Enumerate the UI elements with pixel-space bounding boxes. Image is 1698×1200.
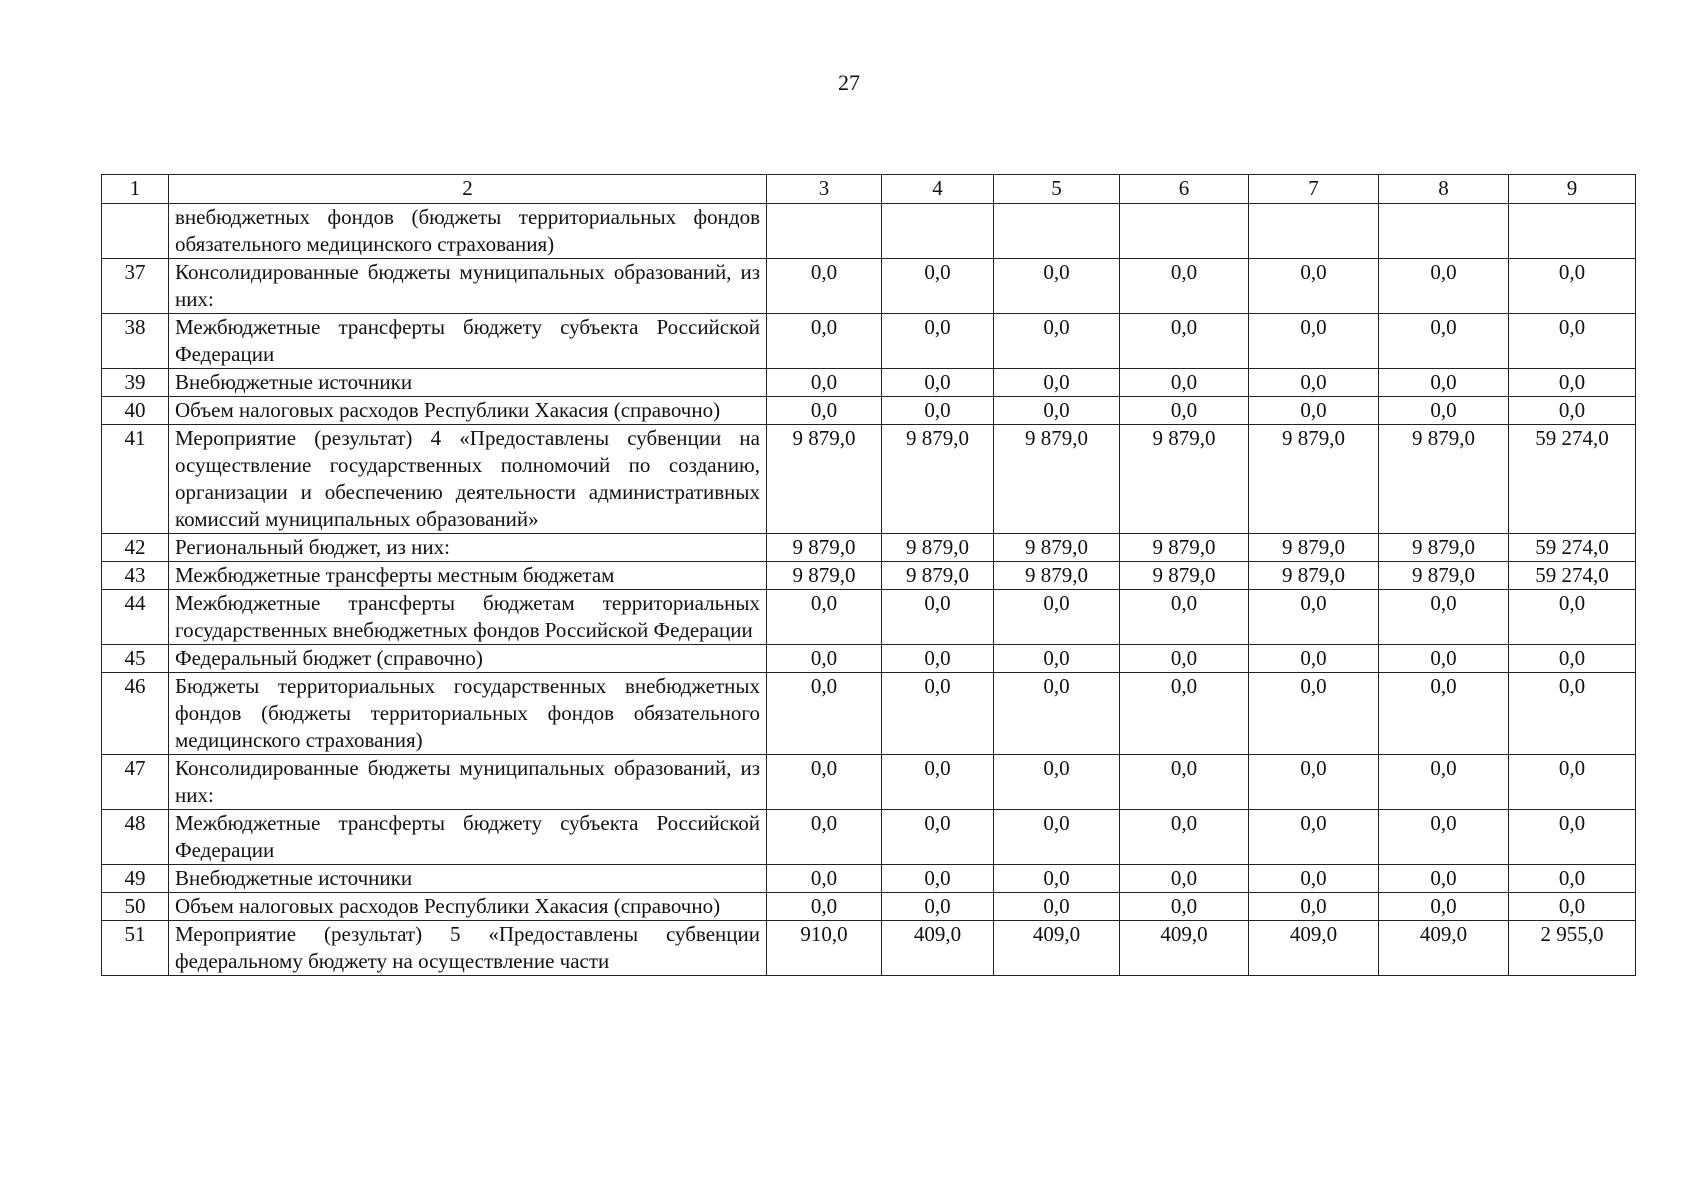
column-header: 4 <box>882 175 994 204</box>
row-number: 43 <box>102 562 169 590</box>
value-cell: 0,0 <box>1120 893 1249 921</box>
value-cell: 0,0 <box>1249 259 1379 314</box>
row-number <box>102 204 169 259</box>
value-cell: 0,0 <box>1379 397 1509 425</box>
table-row <box>102 534 1636 562</box>
value-cell: 0,0 <box>1249 314 1379 369</box>
value-cell: 0,0 <box>1509 314 1636 369</box>
value-cell: 0,0 <box>767 865 882 893</box>
row-number: 38 <box>102 314 169 369</box>
row-number: 37 <box>102 259 169 314</box>
table-row <box>102 810 1636 865</box>
value-cell: 9 879,0 <box>994 425 1120 534</box>
value-cell: 0,0 <box>882 893 994 921</box>
value-cell: 0,0 <box>1509 810 1636 865</box>
value-cell: 910,0 <box>767 921 882 976</box>
value-cell: 409,0 <box>1120 921 1249 976</box>
value-cell: 9 879,0 <box>994 562 1120 590</box>
value-cell: 9 879,0 <box>767 534 882 562</box>
table-row <box>102 369 1636 397</box>
value-cell: 0,0 <box>1509 369 1636 397</box>
value-cell: 0,0 <box>882 755 994 810</box>
table-row <box>102 865 1636 893</box>
value-cell: 0,0 <box>1120 314 1249 369</box>
value-cell: 0,0 <box>1120 397 1249 425</box>
value-cell: 0,0 <box>1120 590 1249 645</box>
row-number: 42 <box>102 534 169 562</box>
row-number: 40 <box>102 397 169 425</box>
value-cell: 0,0 <box>1509 865 1636 893</box>
value-cell: 9 879,0 <box>1120 534 1249 562</box>
value-cell: 0,0 <box>1120 369 1249 397</box>
value-cell: 0,0 <box>994 369 1120 397</box>
value-cell: 0,0 <box>1249 590 1379 645</box>
value-cell <box>882 204 994 259</box>
value-cell: 0,0 <box>882 259 994 314</box>
value-cell: 9 879,0 <box>1379 534 1509 562</box>
value-cell: 0,0 <box>882 314 994 369</box>
value-cell: 0,0 <box>767 673 882 755</box>
value-cell: 0,0 <box>994 673 1120 755</box>
value-cell <box>1120 204 1249 259</box>
value-cell: 0,0 <box>882 810 994 865</box>
value-cell: 9 879,0 <box>1120 562 1249 590</box>
value-cell: 0,0 <box>1249 810 1379 865</box>
value-cell <box>994 204 1120 259</box>
value-cell: 0,0 <box>882 590 994 645</box>
row-description: Федеральный бюджет (справочно) <box>169 645 767 673</box>
value-cell: 0,0 <box>767 369 882 397</box>
row-description: внебюджетных фондов (бюджеты территориальных фондов обязательного медицинского страхования) <box>169 204 767 259</box>
value-cell: 0,0 <box>767 755 882 810</box>
value-cell: 9 879,0 <box>767 425 882 534</box>
row-number: 49 <box>102 865 169 893</box>
value-cell: 0,0 <box>994 810 1120 865</box>
budget-table <box>101 174 1636 976</box>
column-header: 2 <box>169 175 767 204</box>
value-cell: 9 879,0 <box>1379 425 1509 534</box>
value-cell: 0,0 <box>1509 259 1636 314</box>
value-cell: 0,0 <box>767 893 882 921</box>
value-cell: 0,0 <box>1379 645 1509 673</box>
value-cell: 0,0 <box>994 645 1120 673</box>
value-cell: 409,0 <box>1379 921 1509 976</box>
value-cell: 0,0 <box>767 314 882 369</box>
value-cell: 0,0 <box>1379 314 1509 369</box>
value-cell <box>1379 204 1509 259</box>
table-row <box>102 314 1636 369</box>
value-cell: 0,0 <box>882 369 994 397</box>
value-cell <box>1509 204 1636 259</box>
value-cell: 0,0 <box>1249 673 1379 755</box>
column-header: 7 <box>1249 175 1379 204</box>
value-cell: 0,0 <box>882 397 994 425</box>
value-cell: 0,0 <box>1249 865 1379 893</box>
value-cell: 0,0 <box>767 645 882 673</box>
table-row <box>102 673 1636 755</box>
value-cell: 0,0 <box>1120 755 1249 810</box>
value-cell <box>1249 204 1379 259</box>
row-description: Мероприятие (результат) 5 «Предоставлены субвенции федеральному бюджету на осуществление части <box>169 921 767 976</box>
value-cell: 0,0 <box>1379 673 1509 755</box>
value-cell: 0,0 <box>1509 397 1636 425</box>
column-header: 9 <box>1509 175 1636 204</box>
row-number: 39 <box>102 369 169 397</box>
value-cell: 0,0 <box>1120 645 1249 673</box>
value-cell: 0,0 <box>882 673 994 755</box>
value-cell: 0,0 <box>994 755 1120 810</box>
value-cell: 0,0 <box>1249 369 1379 397</box>
row-description: Межбюджетные трансферты бюджету субъекта Российской Федерации <box>169 810 767 865</box>
table-row <box>102 921 1636 976</box>
value-cell: 9 879,0 <box>994 534 1120 562</box>
value-cell: 0,0 <box>1379 590 1509 645</box>
value-cell: 0,0 <box>994 865 1120 893</box>
value-cell: 9 879,0 <box>882 425 994 534</box>
page-number: 27 <box>838 70 860 95</box>
value-cell: 0,0 <box>767 259 882 314</box>
row-number: 51 <box>102 921 169 976</box>
row-description: Мероприятие (результат) 4 «Предоставлены субвенции на осуществление государственных полномочий по созданию, организации и обеспечению деятельности административных комиссий муниципальных образований» <box>169 425 767 534</box>
column-header: 1 <box>102 175 169 204</box>
value-cell: 0,0 <box>1509 645 1636 673</box>
value-cell: 0,0 <box>1120 259 1249 314</box>
value-cell: 9 879,0 <box>767 562 882 590</box>
row-description: Внебюджетные источники <box>169 865 767 893</box>
row-description: Бюджеты территориальных государственных внебюджетных фондов (бюджеты территориальных фондов обязательного медицинского страхования) <box>169 673 767 755</box>
value-cell: 9 879,0 <box>1249 534 1379 562</box>
value-cell: 409,0 <box>994 921 1120 976</box>
table-header-row <box>102 175 1636 204</box>
table-row <box>102 562 1636 590</box>
value-cell: 0,0 <box>1249 645 1379 673</box>
row-description: Межбюджетные трансферты бюджетам территориальных государственных внебюджетных фондов Российской Федерации <box>169 590 767 645</box>
value-cell: 0,0 <box>767 810 882 865</box>
value-cell: 9 879,0 <box>1120 425 1249 534</box>
value-cell: 0,0 <box>1379 369 1509 397</box>
row-description: Межбюджетные трансферты бюджету субъекта Российской Федерации <box>169 314 767 369</box>
value-cell: 59 274,0 <box>1509 534 1636 562</box>
value-cell: 0,0 <box>767 590 882 645</box>
table-row <box>102 645 1636 673</box>
value-cell: 0,0 <box>882 865 994 893</box>
value-cell: 0,0 <box>1379 755 1509 810</box>
value-cell: 0,0 <box>1249 755 1379 810</box>
value-cell: 0,0 <box>1379 810 1509 865</box>
value-cell: 0,0 <box>994 397 1120 425</box>
column-header: 3 <box>767 175 882 204</box>
value-cell: 0,0 <box>994 590 1120 645</box>
value-cell: 9 879,0 <box>1379 562 1509 590</box>
column-header: 8 <box>1379 175 1509 204</box>
value-cell: 0,0 <box>767 397 882 425</box>
row-number: 50 <box>102 893 169 921</box>
row-description: Межбюджетные трансферты местным бюджетам <box>169 562 767 590</box>
row-description: Объем налоговых расходов Республики Хакасия (справочно) <box>169 397 767 425</box>
value-cell: 0,0 <box>1120 673 1249 755</box>
table-row <box>102 425 1636 534</box>
value-cell: 0,0 <box>1120 810 1249 865</box>
value-cell: 0,0 <box>1509 673 1636 755</box>
value-cell: 0,0 <box>1509 590 1636 645</box>
row-description: Консолидированные бюджеты муниципальных образований, из них: <box>169 755 767 810</box>
row-number: 48 <box>102 810 169 865</box>
value-cell: 9 879,0 <box>882 534 994 562</box>
value-cell: 9 879,0 <box>1249 562 1379 590</box>
value-cell: 409,0 <box>882 921 994 976</box>
column-header: 5 <box>994 175 1120 204</box>
value-cell: 0,0 <box>1120 865 1249 893</box>
value-cell: 0,0 <box>1249 397 1379 425</box>
row-number: 41 <box>102 425 169 534</box>
value-cell: 0,0 <box>1379 865 1509 893</box>
table-row <box>102 590 1636 645</box>
row-description: Консолидированные бюджеты муниципальных образований, из них: <box>169 259 767 314</box>
row-description: Региональный бюджет, из них: <box>169 534 767 562</box>
value-cell: 9 879,0 <box>1249 425 1379 534</box>
row-description: Внебюджетные источники <box>169 369 767 397</box>
value-cell: 9 879,0 <box>882 562 994 590</box>
table-row <box>102 893 1636 921</box>
column-header: 6 <box>1120 175 1249 204</box>
value-cell: 0,0 <box>1509 755 1636 810</box>
row-number: 46 <box>102 673 169 755</box>
value-cell: 0,0 <box>994 259 1120 314</box>
value-cell: 59 274,0 <box>1509 562 1636 590</box>
value-cell: 0,0 <box>1379 259 1509 314</box>
value-cell: 0,0 <box>994 893 1120 921</box>
row-number: 44 <box>102 590 169 645</box>
value-cell: 409,0 <box>1249 921 1379 976</box>
value-cell: 2 955,0 <box>1509 921 1636 976</box>
value-cell: 0,0 <box>1509 893 1636 921</box>
row-number: 45 <box>102 645 169 673</box>
value-cell: 0,0 <box>1249 893 1379 921</box>
table-row <box>102 259 1636 314</box>
row-number: 47 <box>102 755 169 810</box>
table-row <box>102 204 1636 259</box>
value-cell: 0,0 <box>1379 893 1509 921</box>
value-cell <box>767 204 882 259</box>
value-cell: 0,0 <box>882 645 994 673</box>
table-row <box>102 755 1636 810</box>
row-description: Объем налоговых расходов Республики Хакасия (справочно) <box>169 893 767 921</box>
value-cell: 0,0 <box>994 314 1120 369</box>
value-cell: 59 274,0 <box>1509 425 1636 534</box>
table-row <box>102 397 1636 425</box>
